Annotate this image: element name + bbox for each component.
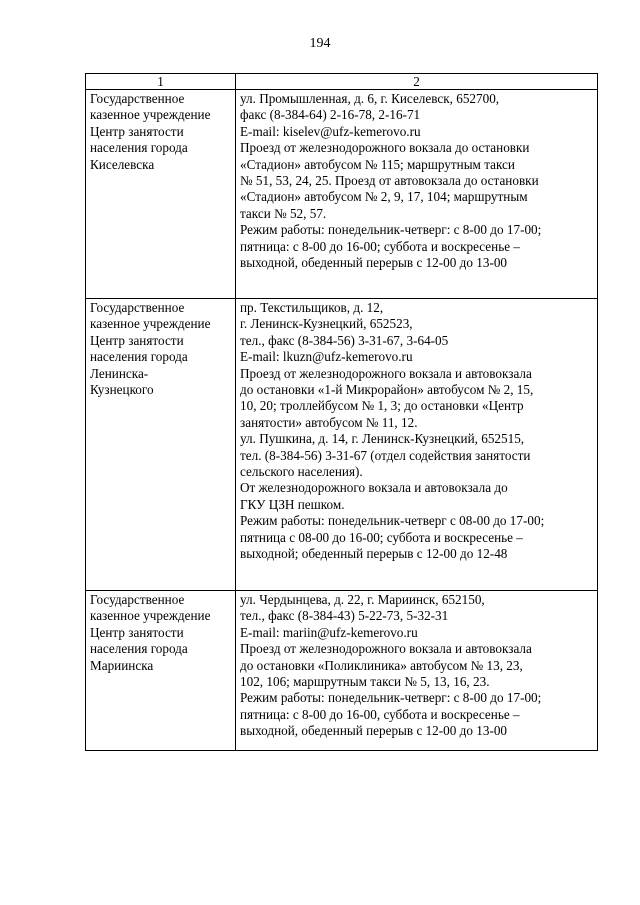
info-line: до остановки «1-й Микрорайон» автобусом № 2, 15,	[240, 382, 534, 398]
info-line: ГКУ ЦЗН пешком.	[240, 496, 345, 512]
info-line: Проезд от железнодорожного вокзала и автовокзала	[240, 641, 532, 657]
info-line: № 51, 53, 24, 25. Проезд от автовокзала до остановки	[240, 173, 539, 189]
name-line: населения города	[90, 349, 188, 365]
email-line: E-mail: lkuzn@ufz-kemerovo.ru	[240, 349, 413, 365]
info-line: тел. (8-384-56) 3-31-67 (отдел содействия занятости	[240, 447, 531, 463]
name-line: Центр занятости	[90, 123, 184, 139]
info-line: пятница с 08-00 до 16-00; суббота и воскресенье –	[240, 529, 523, 545]
institution-info-cell	[236, 299, 598, 591]
table-header-row	[86, 74, 598, 90]
name-line: Мариинска	[90, 657, 154, 673]
info-line: пятница: с 8-00 до 16-00; суббота и воскресенье –	[240, 238, 520, 254]
name-line: Центр занятости	[90, 332, 184, 348]
info-line: г. Ленинск-Кузнецкий, 652523,	[240, 316, 413, 332]
column-header-2: 2	[236, 74, 598, 90]
info-line: «Стадион» автобусом № 2, 9, 17, 104; маршрутным	[240, 189, 528, 205]
info-line: до остановки «Поликлиника» автобусом № 13, 23,	[240, 657, 523, 673]
email-line: E-mail: mariin@ufz-kemerovo.ru	[240, 624, 418, 640]
centers-table	[85, 73, 598, 751]
name-line: Ленинска-	[90, 365, 149, 381]
info-line: ул. Пушкина, д. 14, г. Ленинск-Кузнецкий, 652515,	[240, 431, 525, 447]
info-line: такси № 52, 57.	[240, 205, 327, 221]
info-line: тел., факс (8-384-56) 3-31-67, 3-64-05	[240, 332, 449, 348]
info-line: тел., факс (8-384-43) 5-22-73, 5-32-31	[240, 608, 449, 624]
name-line: Центр занятости	[90, 624, 184, 640]
table-row	[86, 299, 598, 591]
info-line: 10, 20; троллейбусом № 1, 3; до остановки «Центр	[240, 398, 524, 414]
info-line: Режим работы: понедельник-четверг: с 8-00 до 17-00;	[240, 222, 542, 238]
name-line: населения города	[90, 140, 188, 156]
info-line: Проезд от железнодорожного вокзала и автовокзала	[240, 365, 532, 381]
institution-name-cell	[86, 90, 236, 299]
table-row	[86, 90, 598, 299]
info-line: факс (8-384-64) 2-16-78, 2-16-71	[240, 107, 421, 123]
column-header-1: 1	[86, 74, 236, 90]
name-line: казенное учреждение	[90, 316, 211, 332]
info-line: От железнодорожного вокзала и автовокзала до	[240, 480, 508, 496]
table-row	[86, 591, 598, 751]
name-line: Киселевска	[90, 156, 155, 172]
institution-info-cell	[236, 591, 598, 751]
info-line: ул. Промышленная, д. 6, г. Киселевск, 652700,	[240, 91, 500, 106]
name-line: Кузнецкого	[90, 382, 154, 398]
info-line: пятница: с 8-00 до 16-00, суббота и воскресенье –	[240, 706, 520, 722]
name-line: Государственное	[90, 592, 185, 607]
info-line: занятости» автобусом № 11, 12.	[240, 414, 418, 430]
info-line: Режим работы: понедельник-четверг с 08-00 до 17-00;	[240, 513, 545, 529]
info-line: пр. Текстильщиков, д. 12,	[240, 300, 384, 315]
page-number: 194	[309, 36, 331, 51]
institution-name-cell	[86, 299, 236, 591]
name-line: казенное учреждение	[90, 608, 211, 624]
institution-info-cell	[236, 90, 598, 299]
info-line: Режим работы: понедельник-четверг: с 8-00 до 17-00;	[240, 690, 542, 706]
name-line: казенное учреждение	[90, 107, 211, 123]
name-line: Государственное	[90, 300, 185, 315]
info-line: выходной; обеденный перерыв с 12-00 до 12-48	[240, 546, 508, 562]
name-line: Государственное	[90, 91, 185, 106]
info-line: сельского населения).	[240, 464, 363, 480]
info-line: выходной, обеденный перерыв с 12-00 до 13-00	[240, 255, 508, 271]
info-line: 102, 106; маршрутным такси № 5, 13, 16, 23.	[240, 674, 490, 690]
institution-name-cell	[86, 591, 236, 751]
info-line: выходной, обеденный перерыв с 12-00 до 13-00	[240, 723, 508, 739]
name-line: населения города	[90, 641, 188, 657]
info-line: «Стадион» автобусом № 115; маршрутным такси	[240, 156, 515, 172]
info-line: ул. Чердынцева, д. 22, г. Мариинск, 652150,	[240, 592, 485, 607]
info-line: Проезд от железнодорожного вокзала до остановки	[240, 140, 530, 156]
email-line: E-mail: kiselev@ufz-kemerovo.ru	[240, 123, 421, 139]
